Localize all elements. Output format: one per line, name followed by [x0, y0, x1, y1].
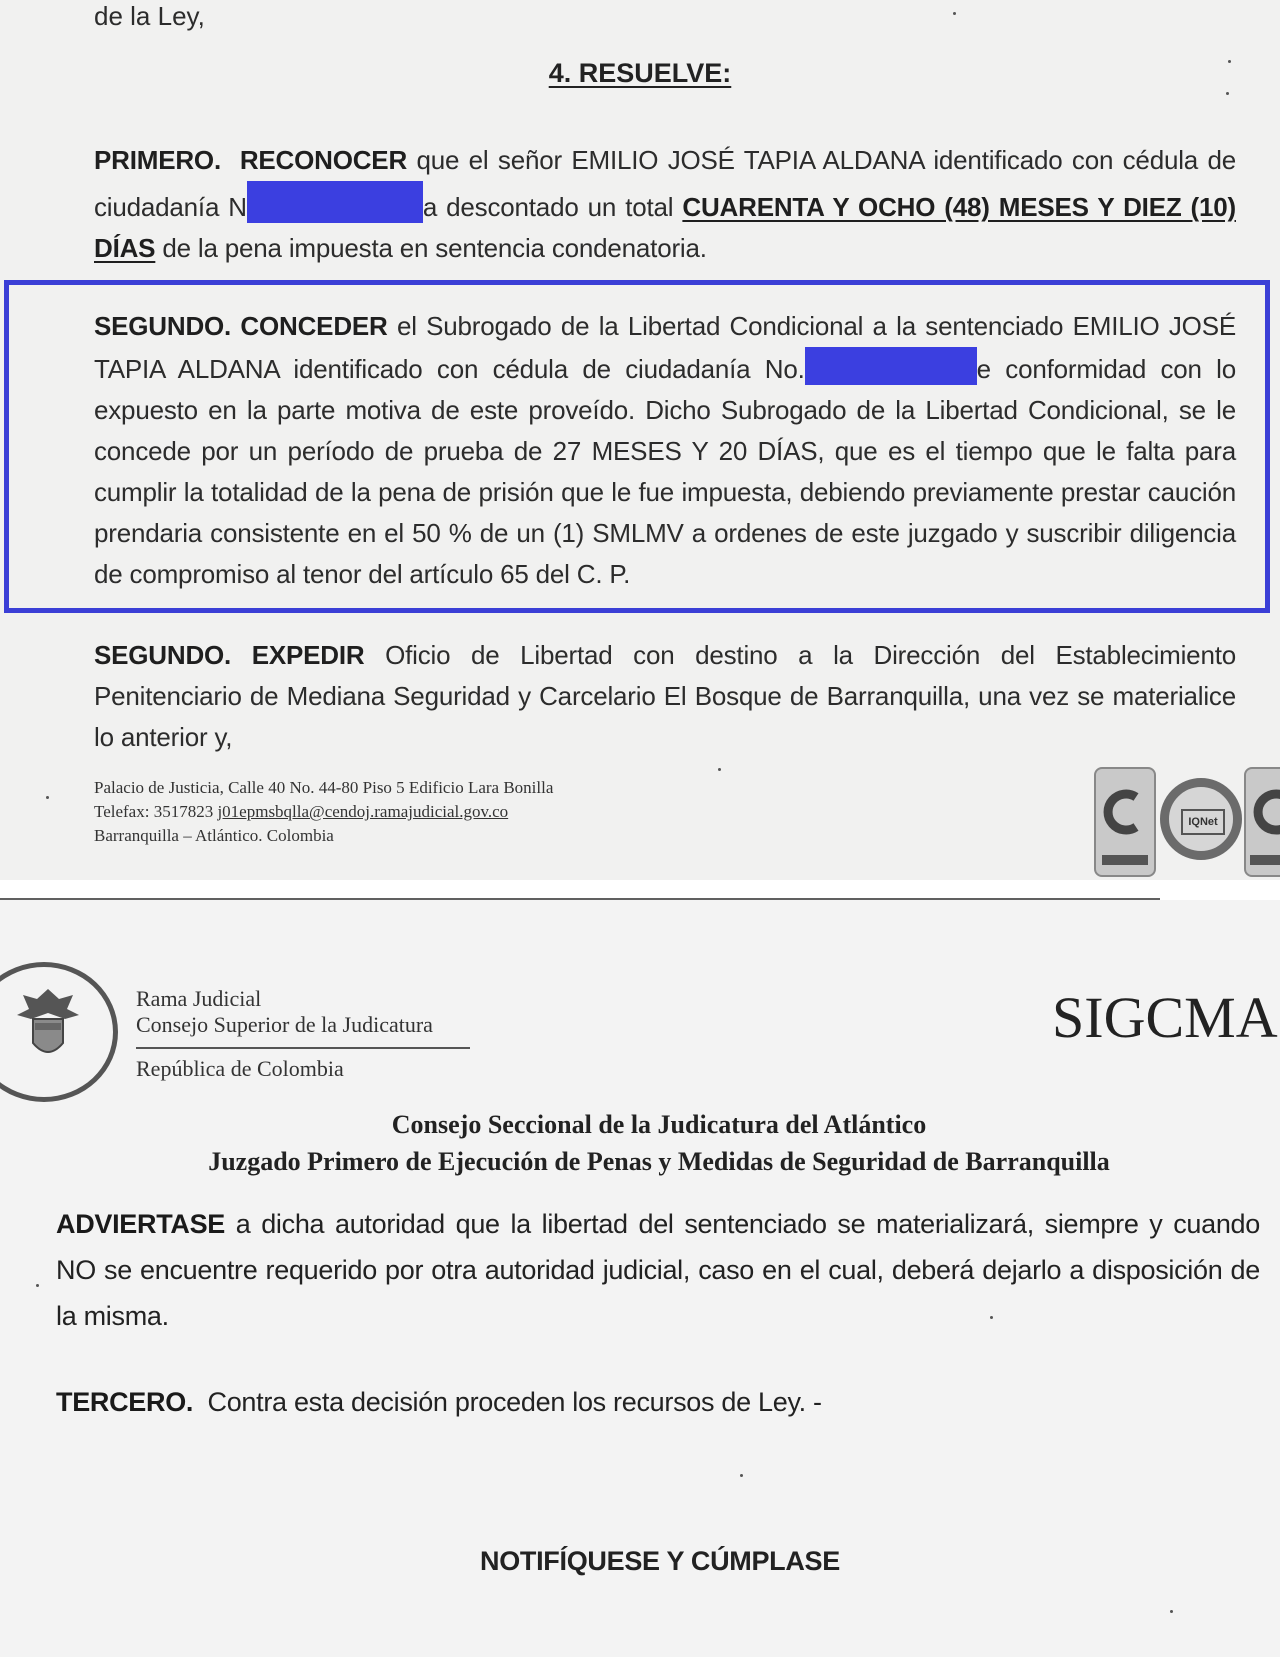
org-name-rama-judicial: Rama Judicial [136, 986, 262, 1011]
closing-formula: NOTIFÍQUESE Y CÚMPLASE [480, 1546, 840, 1576]
footer-email-link[interactable]: j01epmsbqlla@cendoj.ramajudicial.gov.co [217, 802, 509, 821]
expedir-label: SEGUNDO. [94, 640, 232, 670]
footer-address: Palacio de Justicia, Calle 40 No. 44-80 Piso 5 Edificio Lara Bonilla [94, 778, 554, 797]
certification-logo-icon [1094, 767, 1156, 877]
page-separator [0, 880, 1280, 900]
page-footer [94, 776, 553, 848]
iqnet-badge-icon [1160, 778, 1242, 860]
previous-text-fragment: de la Ley, [94, 1, 205, 31]
footer-contact [94, 800, 553, 824]
primero-label: PRIMERO. [94, 145, 221, 175]
certification-c-icon [1096, 769, 1154, 875]
segundo-text-b: e conformidad con lo expuesto en la parte motiva de este proveído. Dicho Subrogado de la Libertad Condicional, se le concede por un período de prueba de 27 MESES Y 20 DÍAS, que es el tiempo que le falta para cumplir la totalidad de la pena de prisión que le fue impuesta, debiendo previamente prestar caución prendaria consistente en el 50 % de un (1) SMLMV a ordenes de este juzgado y suscribir diligencia de compromiso al tenor del artículo 65 del C. P. [94, 354, 1236, 589]
org-name-republica: República de Colombia [136, 1056, 344, 1081]
court-line-2: Juzgado Primero de Ejecución de Penas y Medidas de Seguridad de Barranquilla [208, 1147, 1110, 1176]
primero-text-c: de la pena impuesta en sentencia condenatoria. [162, 233, 707, 263]
tercero-paragraph [56, 1379, 1260, 1425]
primero-paragraph [94, 140, 1236, 269]
segundo-conceder-paragraph [94, 306, 1236, 595]
certification-logo-icon [1244, 767, 1280, 877]
footer-telefax: Telefax: 3517823 [94, 802, 214, 821]
primero-verb: RECONOCER [239, 145, 408, 175]
certification-c-icon [1246, 769, 1280, 875]
primero-text-b: a descontado un total [422, 192, 674, 222]
colombia-coat-of-arms-icon [0, 962, 118, 1102]
adviertase-paragraph [56, 1201, 1260, 1339]
segundo-label: SEGUNDO. [94, 311, 232, 341]
org-divider [136, 1047, 470, 1049]
iqnet-label: IQNet [1181, 809, 1225, 835]
tercero-label: TERCERO. [56, 1387, 194, 1417]
primero-text-a: que el señor EMILIO JOSÉ TAPIA ALDANA identificado con cédula de ciudadanía N [94, 145, 1236, 222]
redacted-id-number [805, 347, 977, 385]
expedir-verb: EXPEDIR [251, 640, 365, 670]
segundo-text-a: el Subrogado de la Libertad Condicional a la sentenciado EMILIO JOSÉ TAPIA ALDANA identificado con cédula de ciudadanía No. [94, 311, 1236, 384]
tercero-text: Contra esta decisión proceden los recursos de Ley. - [207, 1387, 822, 1417]
footer-city: Barranquilla – Atlántico. Colombia [94, 826, 334, 845]
segundo-verb: CONCEDER [240, 311, 388, 341]
adviertase-text: a dicha autoridad que la libertad del sentenciado se materializará, siempre y cuando NO se encuentre requerido por otra autoridad judicial, caso en el cual, deberá dejarlo a disposición de la misma. [56, 1209, 1260, 1331]
org-name-consejo-superior: Consejo Superior de la Judicatura [136, 1012, 433, 1037]
redacted-id-number [247, 181, 423, 223]
coat-of-arms-icon [9, 985, 87, 1067]
adviertase-label: ADVIERTASE [56, 1209, 226, 1239]
heading-text: 4. RESUELVE: [548, 58, 732, 88]
sigcma-mark: SIGCMA [1052, 985, 1278, 1050]
expedir-text: Oficio de Libertad con destino a la Dirección del Establecimiento Penitenciario de Mediana Seguridad y Carcelario El Bosque de Barranquilla, una vez se materialice lo anterior y, [94, 640, 1236, 752]
primero-emphasis: CUARENTA Y OCHO (48) MESES Y DIEZ (10) DÍAS [94, 192, 1236, 263]
court-line-1: Consejo Seccional de la Judicatura del Atlántico [391, 1110, 927, 1139]
resuelve-heading [0, 58, 1280, 89]
segundo-expedir-paragraph [94, 635, 1236, 758]
